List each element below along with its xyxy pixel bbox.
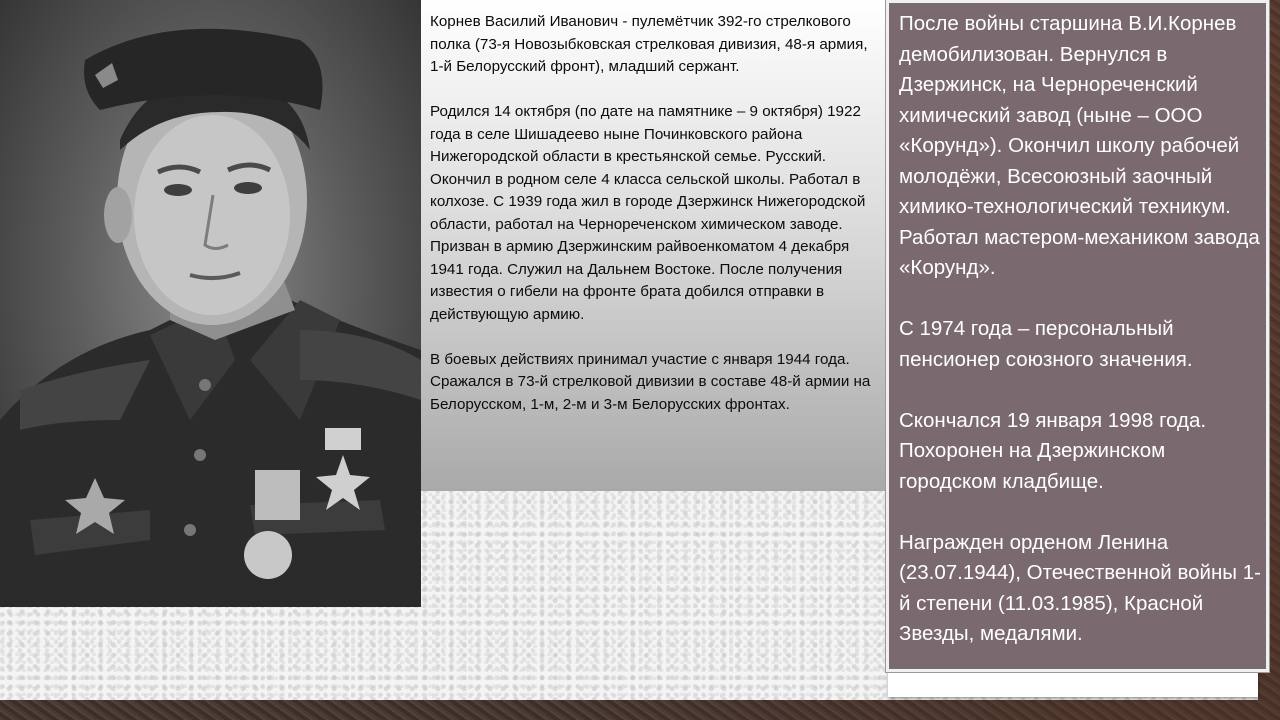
portrait-photo [0,0,421,607]
biography-text-left [430,11,882,439]
bio-paragraph: Родился 14 октября (по дате на памятнике – 9 октября) 1922 года в селе Шишадеево ныне Починковского района Нижегородской области в крестьянской семье. Русский. Окончил в родном селе 4 класса сельской школы. Работал в колхозе. С 1939 года жил в городе Дзержинск Нижегородской области, работал на Чернореченском химическом заводе. Призван в армию Дзержинским райвоенкоматом 4 декабря 1941 года. Служил на Дальнем Востоке. После получения известия о гибели на фронте брата добился отправки в действующую армию. [430,103,866,323]
biography-panel-right [886,0,1269,672]
bio-paragraph: Корнев Василий Иванович - пулемётчик 392-го стрелкового полка (73-я Новозыбковская стрелковая дивизия, 48-я армия, 1-й Белорусский фронт), младший сержант. [430,13,868,75]
biography-text-right [899,9,1261,680]
bio-paragraph: С 1974 года – персональный пенсионер союзного значения. [899,317,1193,371]
bio-paragraph: Награжден орденом Ленина (23.07.1944), Отечественной войны 1-й степени (11.03.1985), Красной Звезды, медалями. [899,530,1261,645]
biography-panel-left [421,0,887,491]
bio-paragraph: В боевых действиях принимал участие с января 1944 года. Сражался в 73-й стрелковой дивизии в составе 48-й армии на Белорусском, 1-м, 2-м и 3-м Белорусских фронтах. [430,350,871,413]
bio-paragraph: Скончался 19 января 1998 года. Похоронен на Дзержинском городском кладбище. [899,408,1207,493]
portrait-illustration [0,0,421,607]
bio-paragraph: После войны старшина В.И.Корнев демобилизован. Вернулся в Дзержинск, на Чернореченский химический завод (ныне – ООО «Корунд»). Окончил школу рабочей молодёжи, Всесоюзный заочный химико-технологический техникум. Работал мастером-механиком завода «Корунд». [899,12,1260,279]
